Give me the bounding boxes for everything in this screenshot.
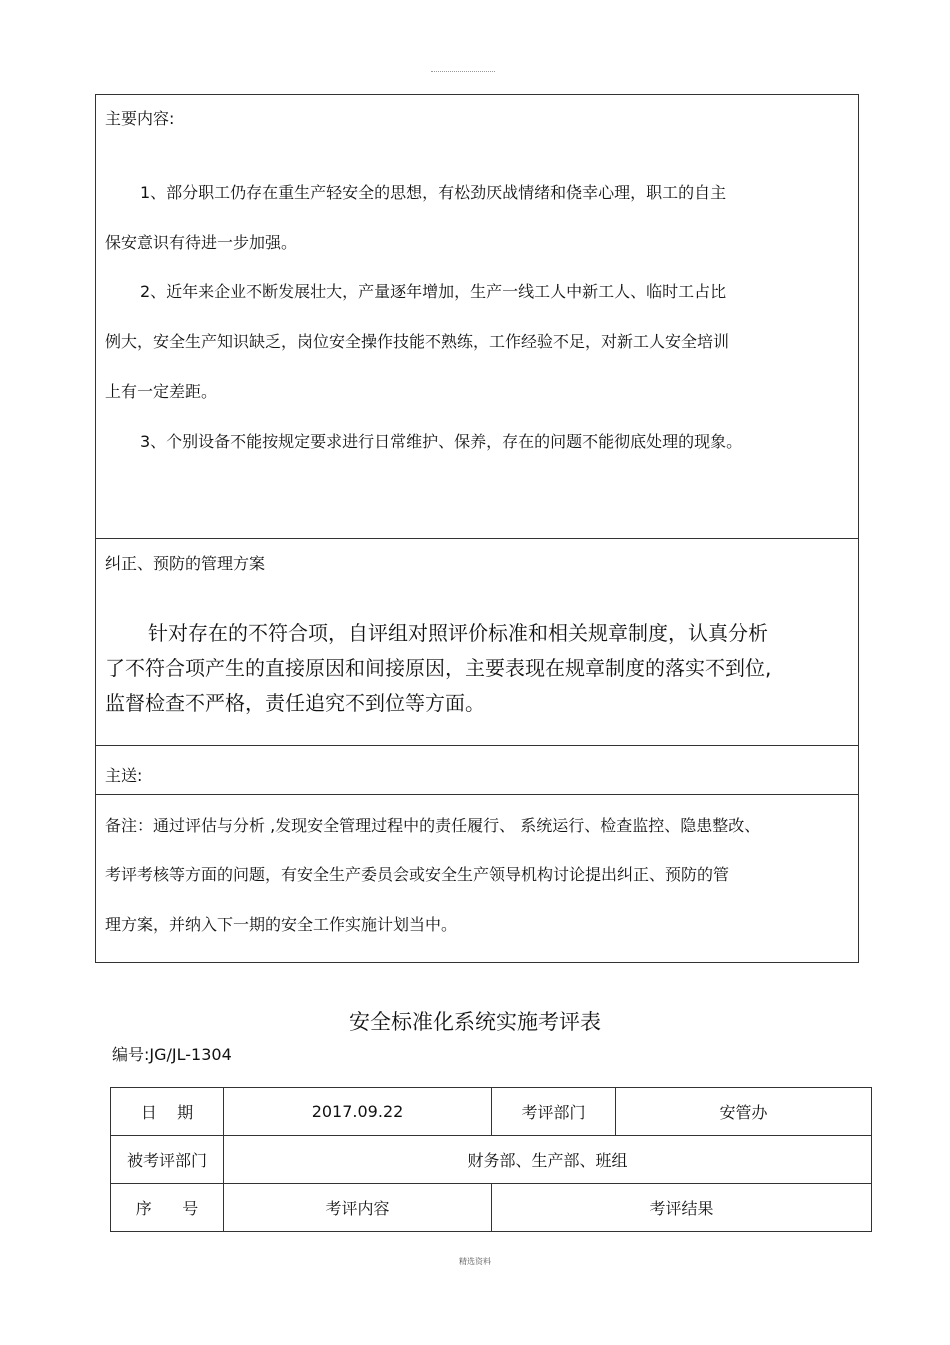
col-content: 考评内容 bbox=[224, 1184, 492, 1232]
plan-line: 针对存在的不符合项，自评组对照评价标准和相关规章制度，认真分析 bbox=[148, 621, 768, 645]
content-line: 例大，安全生产知识缺乏，岗位安全操作技能不熟练，工作经验不足，对新工人安全培训 bbox=[105, 332, 730, 351]
dept-value: 安管办 bbox=[616, 1088, 872, 1136]
content-line: 1、部分职工仍存在重生产轻安全的思想，有松劲厌战情绪和侥幸心理，职工的自主 bbox=[140, 183, 727, 202]
table-row bbox=[111, 1136, 872, 1184]
remarks-line: 考评考核等方面的问题，有安全生产委员会或安全生产领导机构讨论提出纠正、预防的管 bbox=[105, 865, 730, 884]
remarks-line: 理方案，并纳入下一期的安全工作实施计划当中。 bbox=[105, 915, 458, 934]
divider bbox=[96, 745, 858, 746]
col-seq: 序 号 bbox=[111, 1184, 224, 1232]
date-label: 日 期 bbox=[111, 1088, 224, 1136]
content-line: 3、个别设备不能按规定要求进行日常维护、保养，存在的问题不能彻底处理的现象。 bbox=[140, 432, 743, 451]
form-title: 安全标准化系统实施考评表 bbox=[349, 1010, 601, 1034]
plan-line: 了不符合项产生的直接原因和间接原因，主要表现在规章制度的落实不到位, bbox=[105, 656, 772, 680]
content-line: 上有一定差距。 bbox=[105, 382, 218, 401]
footer-note: 精选资料 bbox=[459, 1257, 491, 1266]
evaluation-box bbox=[95, 94, 859, 963]
dept-label: 考评部门 bbox=[492, 1088, 616, 1136]
col-result: 考评结果 bbox=[492, 1184, 872, 1232]
divider bbox=[96, 794, 858, 795]
remarks-line: 备注：通过评估与分析 ,发现安全管理过程中的责任履行、 系统运行、检查监控、隐患整改、 bbox=[105, 816, 761, 835]
content-line: 保安意识有待进一步加强。 bbox=[105, 233, 298, 252]
evaluated-value: 财务部、生产部、班组 bbox=[224, 1136, 872, 1184]
table-row bbox=[111, 1184, 872, 1232]
form-table bbox=[110, 1087, 872, 1232]
form-code: 编号:JG/JL-1304 bbox=[112, 1045, 232, 1064]
content-line: 2、近年来企业不断发展壮大，产量逐年增加，生产一线工人中新工人、临时工占比 bbox=[140, 282, 727, 301]
date-value: 2017.09.22 bbox=[224, 1088, 492, 1136]
send-to-label: 主送: bbox=[105, 766, 143, 785]
divider bbox=[96, 538, 858, 539]
plan-line: 监督检查不严格，责任追究不到位等方面。 bbox=[105, 691, 485, 715]
content-heading: 主要内容: bbox=[105, 109, 175, 128]
top-dotted-line bbox=[431, 71, 495, 72]
table-row bbox=[111, 1088, 872, 1136]
evaluated-label: 被考评部门 bbox=[111, 1136, 224, 1184]
plan-heading: 纠正、预防的管理方案 bbox=[105, 554, 266, 573]
